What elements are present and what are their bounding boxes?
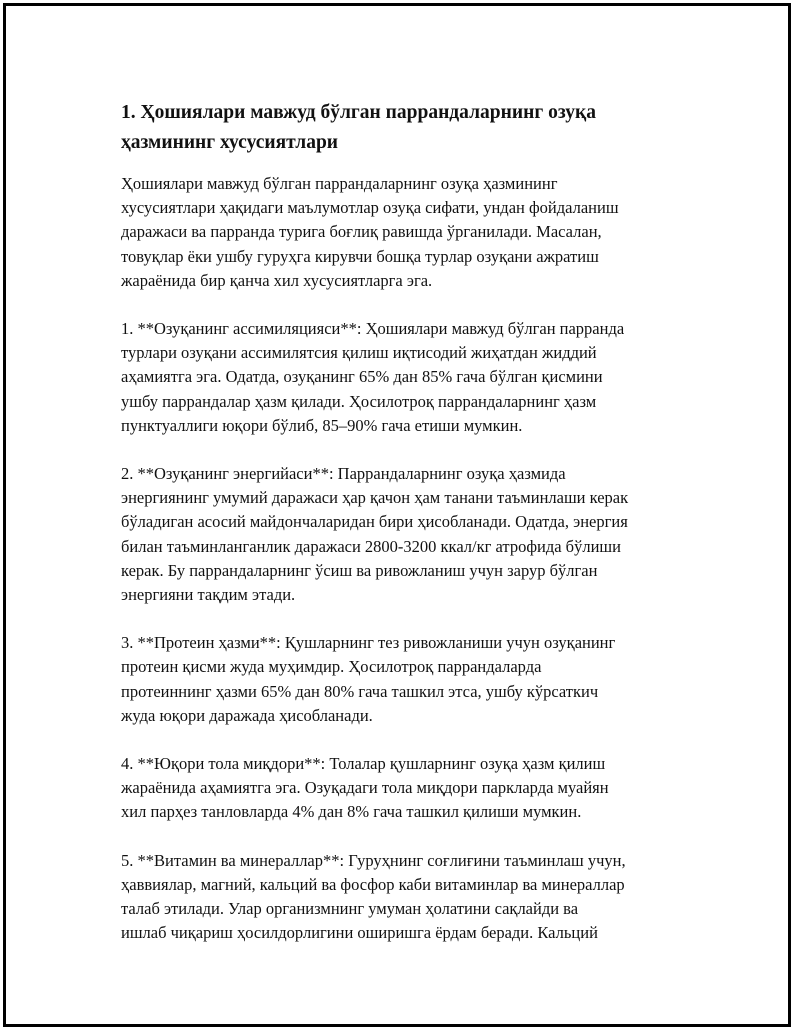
text-line: бўладиган асосий майдончаларидан бири ҳисобланади. Одатда, энергия xyxy=(121,512,628,532)
text-line: ишлаб чиқариш ҳосилдорлигини оширишга ёрдам беради. Кальций xyxy=(121,923,598,943)
section-heading xyxy=(121,98,701,158)
text-line: товуқлар ёки ушбу гуруҳга кирувчи бошқа турлар озуқани ажратиш xyxy=(121,246,599,266)
text-line: энергиянинг умумий даражаси ҳар қачон ҳам танани таъминлаши керак xyxy=(121,488,629,508)
text-line: 1. **Озуқанинг ассимиляцияси**: Ҳошиялари мавжуд бўлган парранда xyxy=(121,319,625,339)
document-content xyxy=(121,98,701,969)
paragraph-protein xyxy=(121,631,701,728)
heading-line: 1. Ҳошиялари мавжуд бўлган паррандаларнинг озуқа xyxy=(121,102,596,123)
text-line: хусусиятлари ҳақидаги маълумотлар озуқа сифати, ундан фойдаланиш xyxy=(121,198,619,218)
text-line: даражаси ва парранда турига боғлиқ равишда ўрганилади. Масалан, xyxy=(121,222,602,242)
paragraph-vitamins xyxy=(121,849,701,946)
text-line: ушбу паррандалар ҳазм қилади. Ҳосилотроқ паррандаларнинг ҳазм xyxy=(121,391,597,411)
text-line: керак. Бу паррандаларнинг ўсиш ва ривожланиш учун зарур бўлган xyxy=(121,560,598,580)
text-line: 5. **Витамин ва минераллар**: Гуруҳнинг соғлиғини таъминлаш учун, xyxy=(121,850,626,870)
text-line: протеин қисми жуда муҳимдир. Ҳосилотроқ паррандаларда xyxy=(121,657,542,677)
document-page xyxy=(3,3,791,1027)
text-line: Ҳошиялари мавжуд бўлган паррандаларнинг озуқа ҳазмининг xyxy=(121,174,558,193)
text-line: ҳаввиялар, магний, кальций ва фосфор каби витаминлар ва минераллар xyxy=(121,874,625,894)
paragraph-fiber xyxy=(121,752,701,825)
paragraph-assimilation xyxy=(121,317,701,438)
intro-paragraph xyxy=(121,172,701,293)
text-line: жараёнида аҳамиятга эга. Озуқадаги тола миқдори паркларда муайян xyxy=(121,778,609,798)
text-line: хил парҳез танловларда 4% дан 8% гача ташкил қилиши мумкин. xyxy=(121,802,582,822)
text-line: 4. **Юқори тола миқдори**: Толалар қушларнинг озуқа ҳазм қилиш xyxy=(121,754,606,774)
paragraph-energy xyxy=(121,462,701,607)
text-line: 2. **Озуқанинг энергийаси**: Паррандаларнинг озуқа ҳазмида xyxy=(121,464,566,484)
text-line: жараёнида бир қанча хил хусусиятларга эга. xyxy=(121,270,433,290)
text-line: турлари озуқани ассимилятсия қилиш иқтисодий жиҳатдан жиддий xyxy=(121,343,597,363)
text-line: жуда юқори даражада ҳисобланади. xyxy=(121,705,373,725)
text-line: 3. **Протеин ҳазми**: Қушларнинг тез ривожланиши учун озуқанинг xyxy=(121,633,616,653)
text-line: энергияни тақдим этади. xyxy=(121,585,296,605)
heading-line: ҳазмининг хусусиятлари xyxy=(121,132,339,153)
text-line: протеиннинг ҳазми 65% дан 80% гача ташкил этса, ушбу кўрсаткич xyxy=(121,681,599,701)
text-line: билан таъминланганлик даражаси 2800-3200 ккал/кг атрофида бўлиши xyxy=(121,536,621,556)
text-line: пунктуаллиги юқори бўлиб, 85–90% гача етиши мумкин. xyxy=(121,415,523,435)
text-line: аҳамиятга эга. Одатда, озуқанинг 65% дан 85% гача бўлган қисмини xyxy=(121,367,603,387)
text-line: талаб этилади. Улар организмнинг умуман ҳолатини сақлайди ва xyxy=(121,899,579,919)
